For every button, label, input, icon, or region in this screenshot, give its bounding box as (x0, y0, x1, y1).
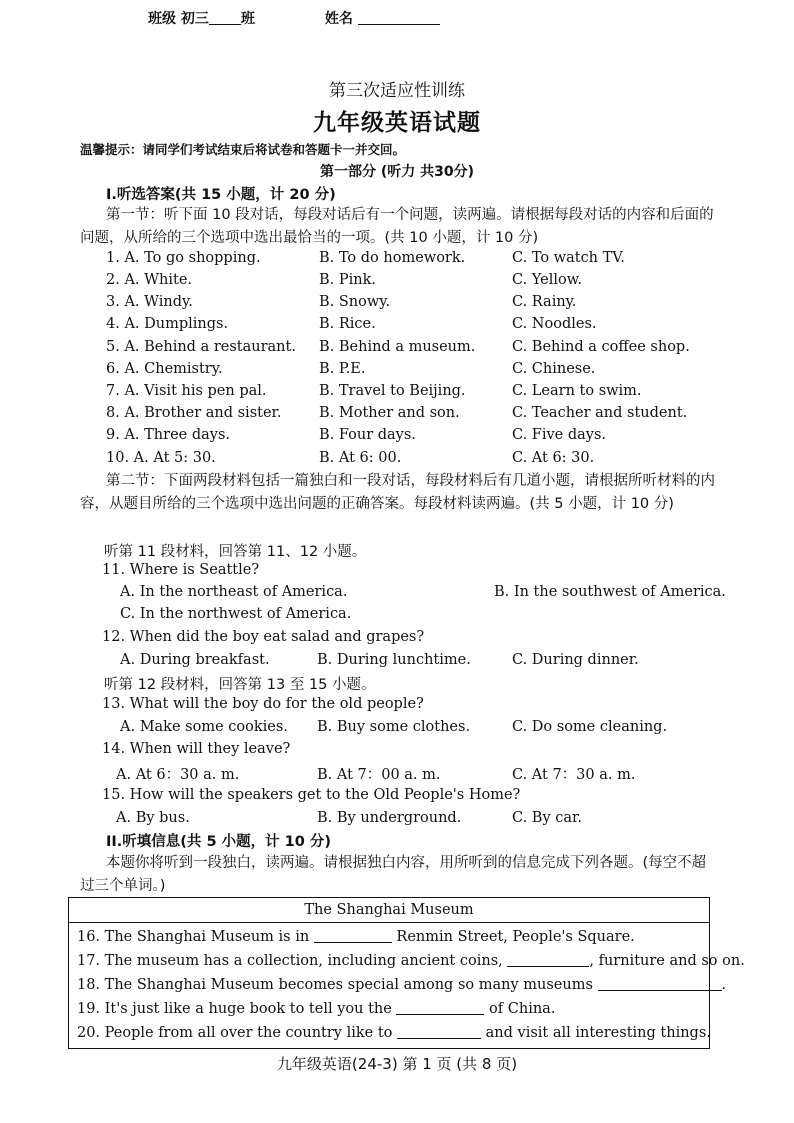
question-13: 13. What will the boy do for the old people? (102, 696, 424, 712)
class-blank[interactable] (209, 10, 241, 25)
option-b: B. Mother and son. (319, 405, 460, 421)
answer-blank[interactable] (314, 928, 392, 943)
class-label: 班级 初三 (148, 11, 209, 27)
option-a: 2. A. White. (106, 272, 193, 288)
option-c: C. At 7：30 a. m. (512, 767, 636, 783)
option-c: C. Do some cleaning. (512, 719, 668, 735)
item-text-before: 17. The museum has a collection, including ancient coins, (77, 953, 508, 969)
option-b: B. At 6: 00. (319, 450, 402, 466)
section-one-heading: I.听选答案(共 15 小题，计 20 分) (106, 187, 336, 203)
item-text-before: 20. People from all over the country like to (77, 1025, 398, 1041)
option-a: A. In the northeast of America. (120, 584, 348, 600)
option-b: B. Snowy. (319, 294, 391, 310)
item-text-before: 18. The Shanghai Museum becomes special among so many museums (77, 977, 598, 993)
section-two-intro: 本题你将听到一段独白，读两遍。请根据独白内容，用所听到的信息完成下列各题。(每空不超过三个单词。) (80, 855, 707, 894)
option-b: B. Four days. (319, 427, 416, 443)
choice-row (0, 383, 794, 405)
section-one-part-two-intro: 第二节：下面两段材料包括一篇独白和一段对话，每段材料后有几道小题，请根据所听材料的内容，从题目所给的三个选项中选出问题的正确答案。每段材料读两遍。(共 5 小题，计 10 分) (80, 473, 715, 512)
item-text-after: Renmin Street, People's Square. (391, 929, 635, 945)
name-label: 姓名 (324, 11, 353, 27)
item-text-before: 19. It's just like a huge book to tell you the (77, 1001, 397, 1017)
choice-row (0, 427, 794, 449)
page-footer: 九年级英语(24-3) 第 1 页 (共 8 页) (276, 1055, 518, 1073)
option-a: 3. A. Windy. (106, 294, 193, 310)
option-b: B. By underground. (317, 810, 462, 826)
warm-tip: 温馨提示：请同学们考试结束后将试卷和答题卡一并交回。 (80, 142, 406, 157)
option-a: A. During breakfast. (120, 652, 270, 668)
section-two-heading: II.听填信息(共 5 小题，计 10 分) (106, 834, 332, 850)
option-c: C. By car. (512, 810, 582, 826)
choice-row (0, 405, 794, 427)
part-one-heading: 第一部分 (听力 共30分) (319, 164, 475, 180)
fill-in-item-19 (77, 1000, 555, 1017)
option-b: B. In the southwest of America. (494, 584, 726, 600)
option-a: 4. A. Dumplings. (106, 316, 229, 332)
fill-in-item-20 (77, 1024, 711, 1041)
answer-blank[interactable] (396, 1000, 484, 1015)
fill-in-table (68, 897, 745, 1049)
option-c: C. To watch TV. (512, 250, 625, 266)
option-c: C. Teacher and student. (512, 405, 688, 421)
option-a: A. At 6：30 a. m. (116, 767, 240, 783)
option-c: C. At 6: 30. (512, 450, 595, 466)
choice-row (0, 250, 794, 272)
option-a: 5. A. Behind a restaurant. (106, 339, 296, 355)
class-suffix: 班 (240, 11, 255, 27)
exam-subtitle: 第三次适应性训练 (329, 81, 465, 101)
option-a: 6. A. Chemistry. (106, 361, 223, 377)
option-a: A. Make some cookies. (120, 719, 288, 735)
fill-in-item-17 (77, 952, 745, 969)
option-a: 1. A. To go shopping. (106, 250, 261, 266)
exam-title: 九年级英语试题 (313, 109, 481, 136)
option-b: B. To do homework. (319, 250, 466, 266)
answer-blank[interactable] (397, 1024, 481, 1039)
listen-material-11: 听第 11 段材料，回答第 11、12 小题。 (104, 544, 367, 560)
option-c: C. Learn to swim. (512, 383, 642, 399)
option-b: B. Buy some clothes. (317, 719, 471, 735)
name-blank[interactable] (358, 10, 440, 25)
item-text-after: and visit all interesting things. (481, 1025, 711, 1041)
option-a: A. By bus. (116, 810, 190, 826)
item-text-after: , furniture and so on. (589, 953, 745, 969)
table-title: The Shanghai Museum (69, 898, 709, 923)
question-12: 12. When did the boy eat salad and grapes? (102, 629, 425, 645)
option-c: C. In the northwest of America. (120, 606, 352, 622)
choice-row (0, 339, 794, 361)
fill-in-item-18 (77, 976, 726, 993)
question-11: 11. Where is Seattle? (102, 562, 260, 578)
listen-material-12: 听第 12 段材料，回答第 13 至 15 小题。 (104, 677, 376, 693)
option-c: C. Five days. (512, 427, 607, 443)
option-c: C. Behind a coffee shop. (512, 339, 690, 355)
option-c: C. Chinese. (512, 361, 596, 377)
option-b: B. Rice. (319, 316, 376, 332)
choice-row (0, 361, 794, 383)
choice-row (0, 272, 794, 294)
option-c: C. Noodles. (512, 316, 597, 332)
option-c: C. Rainy. (512, 294, 577, 310)
answer-blank[interactable] (507, 952, 589, 967)
option-a: 10. A. At 5: 30. (106, 450, 216, 466)
choice-row (0, 450, 794, 472)
section-one-intro: 第一节：听下面 10 段对话，每段对话后有一个问题，读两遍。请根据每段对话的内容和后面的问题，从所给的三个选项中选出最恰当的一项。(共 10 小题，计 10 分) (80, 207, 714, 246)
option-c: C. Yellow. (512, 272, 582, 288)
option-b: B. Travel to Beijing. (319, 383, 466, 399)
option-b: B. Pink. (319, 272, 377, 288)
item-text-after: . (721, 977, 727, 993)
question-15: 15. How will the speakers get to the Old People's Home? (102, 787, 521, 803)
option-a: 9. A. Three days. (106, 427, 231, 443)
fill-in-item-16 (77, 928, 635, 945)
choice-row (0, 316, 794, 338)
option-c: C. During dinner. (512, 652, 639, 668)
option-b: B. At 7：00 a. m. (317, 767, 441, 783)
item-text-after: of China. (484, 1001, 556, 1017)
option-b: B. Behind a museum. (319, 339, 476, 355)
answer-blank[interactable] (598, 976, 722, 991)
question-14: 14. When will they leave? (102, 741, 291, 757)
student-info-line (148, 8, 440, 28)
option-b: B. P.E. (319, 361, 366, 377)
option-a: 7. A. Visit his pen pal. (106, 383, 267, 399)
option-b: B. During lunchtime. (317, 652, 471, 668)
item-text-before: 16. The Shanghai Museum is in (77, 929, 314, 945)
option-a: 8. A. Brother and sister. (106, 405, 282, 421)
choice-row (0, 294, 794, 316)
